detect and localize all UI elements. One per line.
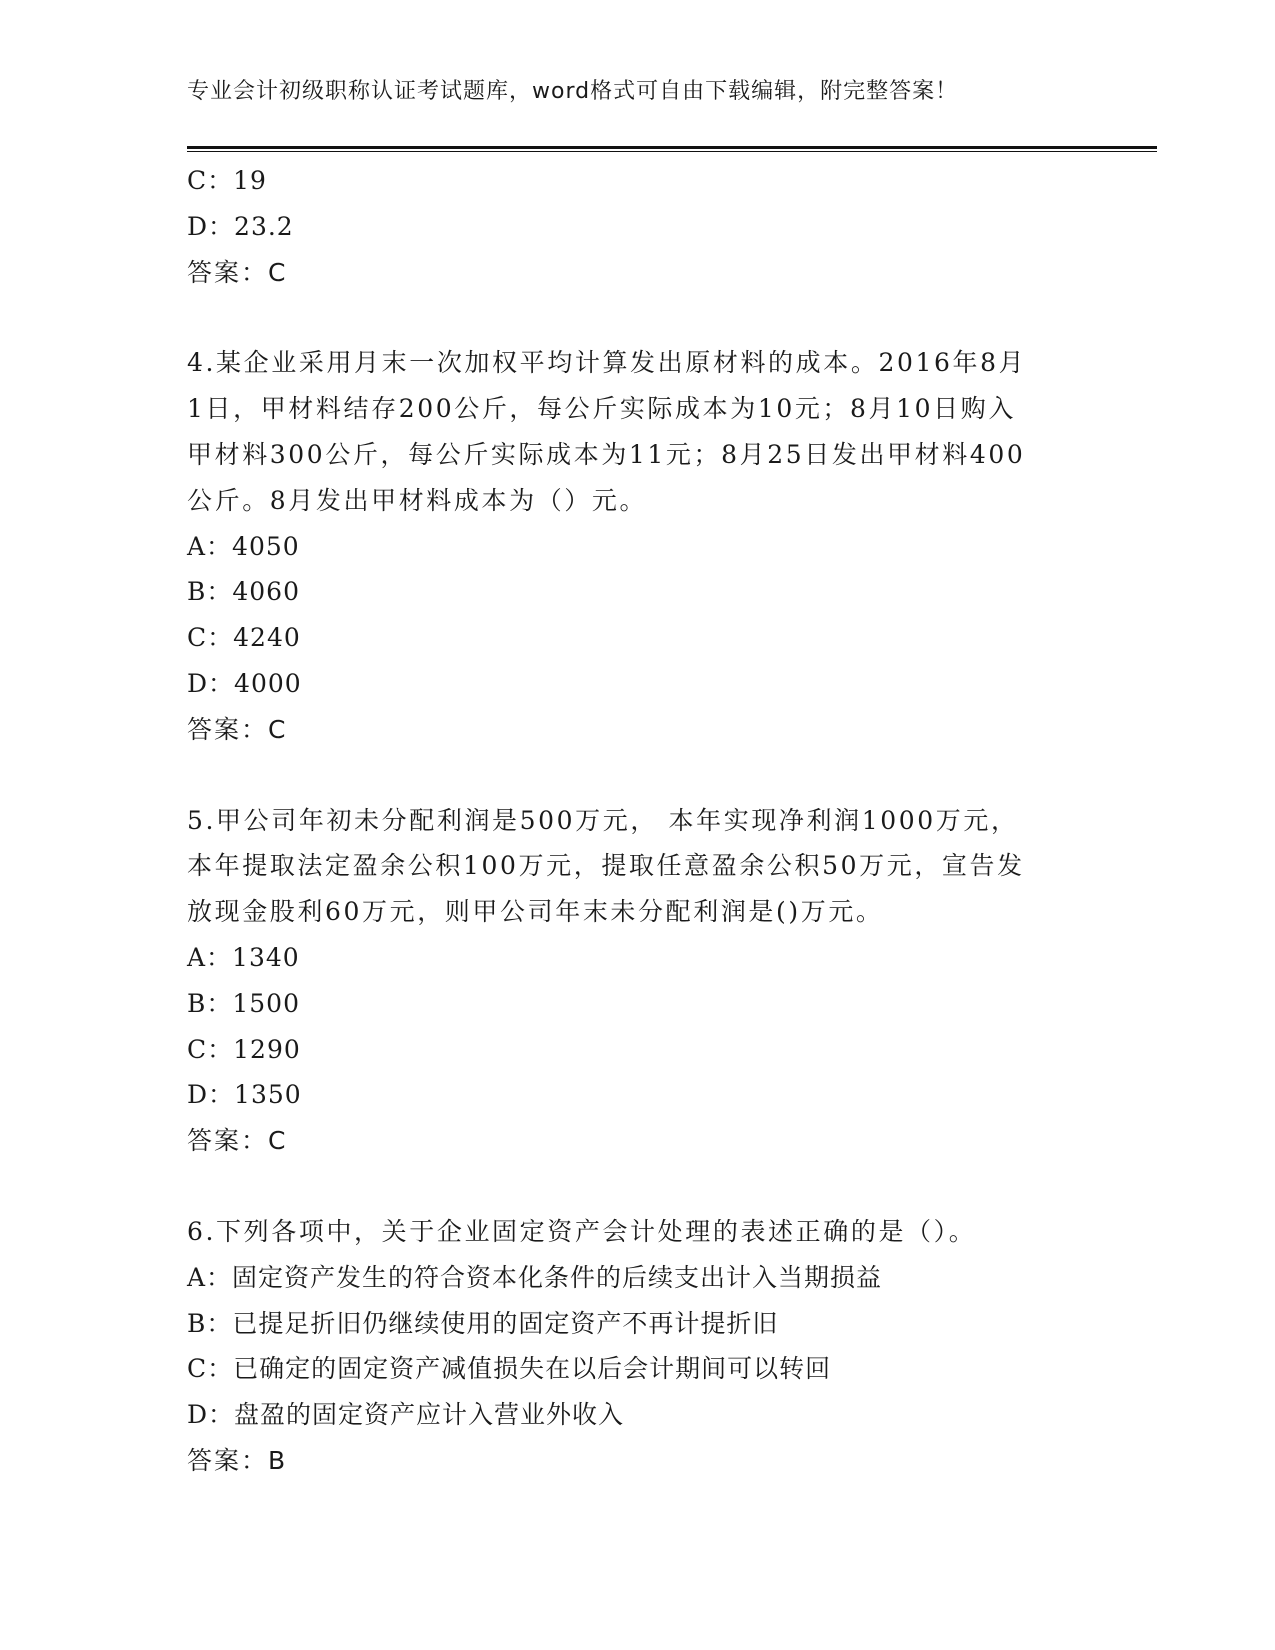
- spacer: [187, 753, 1087, 798]
- option-b: B：已提足折旧仍继续使用的固定资产不再计提折旧: [187, 1308, 779, 1338]
- question-stem-line: 6.下列各项中，关于企业固定资产会计处理的表述正确的是（）。: [187, 1216, 977, 1246]
- question-4: [187, 340, 1087, 752]
- answer: 答案：C: [187, 714, 288, 744]
- header-rule-thin: [187, 151, 1157, 152]
- question-stem-line: 4.某企业采用月末一次加权平均计算发出原材料的成本。2016年8月: [187, 348, 1027, 378]
- spacer: [187, 295, 1087, 340]
- answer: 答案：B: [187, 1445, 288, 1475]
- question-stem-line: 甲材料300公斤，每公斤实际成本为11元；8月25日发出甲材料400: [187, 439, 1026, 469]
- option-c: C：已确定的固定资产减值损失在以后会计期间可以转回: [187, 1354, 832, 1384]
- option-a: A：1340: [187, 942, 300, 972]
- page-header: 专业会计初级职称认证考试题库，word格式可自由下载编辑，附完整答案！: [187, 79, 959, 104]
- option-d: D：4000: [187, 668, 302, 698]
- question-stem-line: 本年提取法定盈余公积100万元，提取任意盈余公积50万元，宣告发: [187, 851, 1025, 881]
- answer: 答案：C: [187, 1126, 288, 1156]
- header-rule-thick: [187, 146, 1157, 149]
- question-stem-line: 1日，甲材料结存200公斤，每公斤实际成本为10元；8月10日购入: [187, 394, 1016, 424]
- question-5: [187, 798, 1087, 1164]
- document-body: [187, 158, 1087, 1484]
- option-b: B：4060: [187, 577, 300, 607]
- option-c: C：1290: [187, 1034, 301, 1064]
- option-d: D：23.2: [187, 211, 294, 241]
- question-stem-line: 公斤。8月发出甲材料成本为（）元。: [187, 485, 648, 515]
- option-b: B：1500: [187, 988, 300, 1018]
- option-d: D：盘盈的固定资产应计入营业外收入: [187, 1400, 625, 1430]
- question-6: [187, 1209, 1087, 1484]
- question-stem-line: 5.甲公司年初未分配利润是500万元， 本年实现净利润1000万元，: [187, 805, 1019, 835]
- spacer: [187, 1164, 1087, 1209]
- option-c: C：4240: [187, 623, 301, 653]
- question-3-continued: [187, 158, 1087, 295]
- option-c: C：19: [187, 166, 267, 195]
- option-a: A：固定资产发生的符合资本化条件的后续支出计入当期损益: [187, 1262, 883, 1292]
- option-d: D：1350: [187, 1080, 302, 1110]
- answer: 答案：C: [187, 257, 288, 287]
- option-a: A：4050: [187, 531, 300, 561]
- question-stem-line: 放现金股利60万元，则甲公司年末未分配利润是()万元。: [187, 897, 884, 927]
